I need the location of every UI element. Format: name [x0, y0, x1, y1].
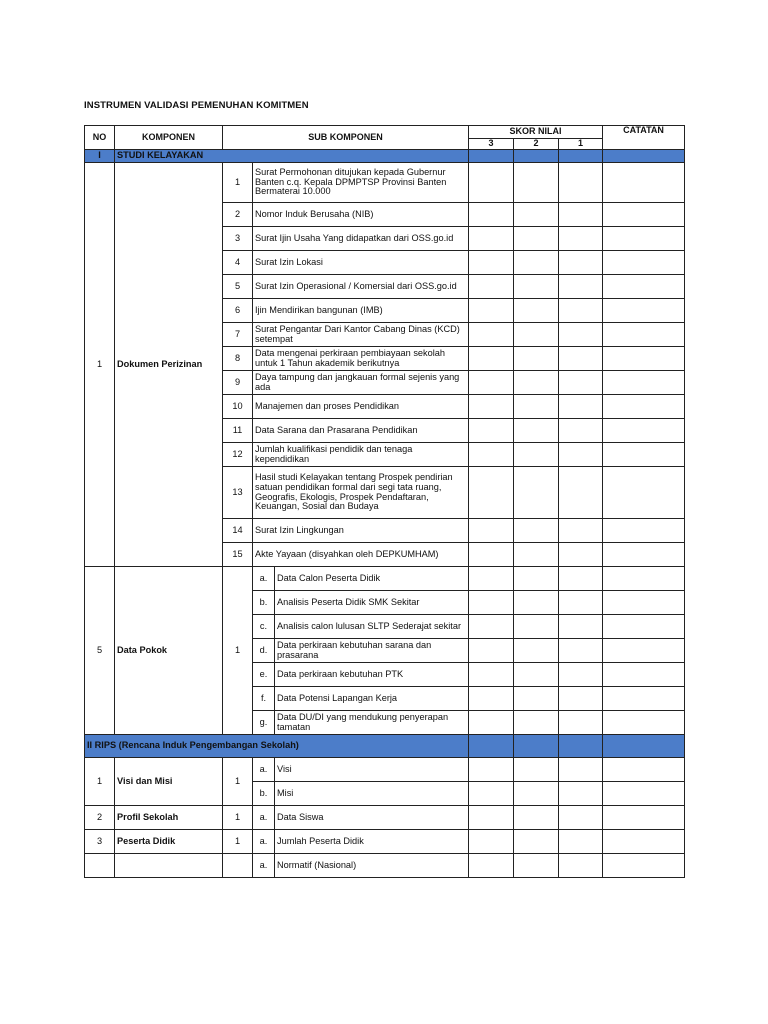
item-letter: e.: [253, 663, 275, 687]
item-number: 10: [223, 395, 253, 419]
item-letter: a.: [253, 567, 275, 591]
item-number: 2: [223, 203, 253, 227]
header-skor-3: 3: [469, 139, 514, 150]
item-number: 4: [223, 251, 253, 275]
sub-komponen-text: Surat Ijin Usaha Yang didapatkan dari OSS.go.id: [253, 227, 469, 251]
komponen-name: Profil Sekolah: [115, 806, 223, 830]
validation-table: [84, 125, 685, 878]
sub-komponen-text: Data Calon Peserta Didik: [275, 567, 469, 591]
sub-komponen-text: Data Potensi Lapangan Kerja: [275, 687, 469, 711]
item-letter: a.: [253, 830, 275, 854]
sub-komponen-text: Misi: [275, 782, 469, 806]
sub-komponen-text: Nomor Induk Berusaha (NIB): [253, 203, 469, 227]
section-title: II RIPS (Rencana Induk Pengembangan Sekolah): [85, 735, 469, 758]
sub-komponen-text: Ijin Mendirikan bangunan (IMB): [253, 299, 469, 323]
item-number: 9: [223, 371, 253, 395]
item-number: 8: [223, 347, 253, 371]
sub-komponen-text: Analisis Peserta Didik SMK Sekitar: [275, 591, 469, 615]
header-no: NO: [85, 126, 115, 150]
komponen-name: Visi dan Misi: [115, 758, 223, 806]
header-skor-1: 1: [559, 139, 603, 150]
sub-komponen-text: Normatif (Nasional): [275, 854, 469, 878]
sub-komponen-text: Daya tampung dan jangkauan formal sejenis yang ada: [253, 371, 469, 395]
item-number: 12: [223, 443, 253, 467]
sub-komponen-text: Data perkiraan kebutuhan PTK: [275, 663, 469, 687]
sub-komponen-text: Surat Izin Lingkungan: [253, 519, 469, 543]
section-roman: I: [85, 150, 115, 163]
item-number: 1: [223, 806, 253, 830]
sub-komponen-text: Data mengenai perkiraan pembiayaan sekolah untuk 1 Tahun akademik berikutnya: [253, 347, 469, 371]
komponen-name: Dokumen Perizinan: [115, 163, 223, 567]
header-skor-2: 2: [514, 139, 559, 150]
item-number: 15: [223, 543, 253, 567]
header-skor-nilai: SKOR NILAI: [469, 126, 603, 139]
item-number: 1: [223, 567, 253, 735]
sub-komponen-text: Surat Izin Lokasi: [253, 251, 469, 275]
item-letter: d.: [253, 639, 275, 663]
row-no: 2: [85, 806, 115, 830]
row-no: 5: [85, 567, 115, 735]
sub-komponen-text: Data Siswa: [275, 806, 469, 830]
item-number: 1: [223, 163, 253, 203]
sub-komponen-text: Data perkiraan kebutuhan sarana dan prasarana: [275, 639, 469, 663]
sub-komponen-text: Surat Pengantar Dari Kantor Cabang Dinas (KCD) setempat: [253, 323, 469, 347]
item-letter: a.: [253, 806, 275, 830]
document-title: INSTRUMEN VALIDASI PEMENUHAN KOMITMEN: [84, 100, 309, 111]
item-number: 13: [223, 467, 253, 519]
sub-komponen-text: Surat Permohonan ditujukan kepada Gubernur Banten c.q. Kepala DPMPTSP Provinsi Banten Bermaterai 10.000: [253, 163, 469, 203]
sub-komponen-text: Hasil studi Kelayakan tentang Prospek pendirian satuan pendidikan formal dari segi tata ruang, Geografis, Ekologis, Prospek Pendaftaran, Keuangan, Sosial dan Budaya: [253, 467, 469, 519]
item-letter: a.: [253, 758, 275, 782]
sub-komponen-text: Analisis calon lulusan SLTP Sederajat sekitar: [275, 615, 469, 639]
sub-komponen-text: Akte Yayaan (disyahkan oleh DEPKUMHAM): [253, 543, 469, 567]
komponen-name: Peserta Didik: [115, 830, 223, 854]
header-catatan: CATATAN: [603, 126, 685, 150]
row-no: 1: [85, 758, 115, 806]
sub-komponen-text: Jumlah Peserta Didik: [275, 830, 469, 854]
sub-komponen-text: Visi: [275, 758, 469, 782]
sub-komponen-text: Surat Izin Operasional / Komersial dari OSS.go.id: [253, 275, 469, 299]
item-number: 11: [223, 419, 253, 443]
item-letter: g.: [253, 711, 275, 735]
item-letter: b.: [253, 591, 275, 615]
item-number: 5: [223, 275, 253, 299]
item-letter: c.: [253, 615, 275, 639]
sub-komponen-text: Data Sarana dan Prasarana Pendidikan: [253, 419, 469, 443]
sub-komponen-text: Data DU/DI yang mendukung penyerapan tamatan: [275, 711, 469, 735]
item-letter: b.: [253, 782, 275, 806]
komponen-name: Data Pokok: [115, 567, 223, 735]
item-letter: f.: [253, 687, 275, 711]
sub-komponen-text: Jumlah kualifikasi pendidik dan tenaga kependidikan: [253, 443, 469, 467]
header-sub-komponen: SUB KOMPONEN: [223, 126, 469, 150]
item-number: 6: [223, 299, 253, 323]
item-number: 1: [223, 758, 253, 806]
item-number: 14: [223, 519, 253, 543]
item-number: 1: [223, 830, 253, 854]
item-number: 3: [223, 227, 253, 251]
row-no: 1: [85, 163, 115, 567]
sub-komponen-text: Manajemen dan proses Pendidikan: [253, 395, 469, 419]
row-no: 3: [85, 830, 115, 854]
item-letter: a.: [253, 854, 275, 878]
item-number: 7: [223, 323, 253, 347]
header-komponen: KOMPONEN: [115, 126, 223, 150]
section-title: STUDI KELAYAKAN: [115, 150, 469, 163]
